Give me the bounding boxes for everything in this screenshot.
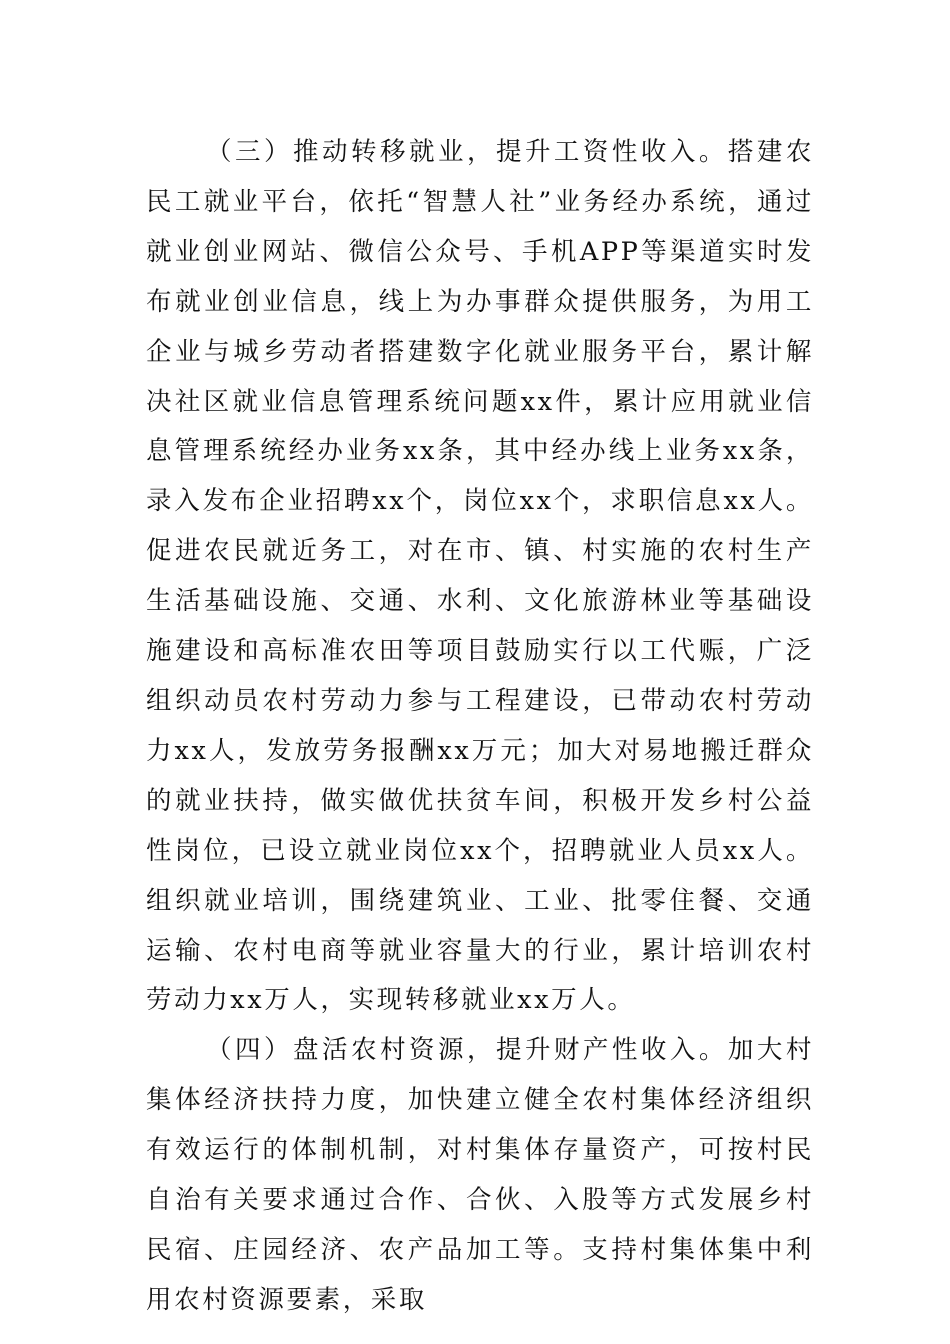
document-body (146, 128, 814, 1326)
paragraph-section-3: （三）推动转移就业，提升工资性收入。搭建农民工就业平台，依托“智慧人社”业务经办系统，通过就业创业网站、微信公众号、手机APP等渠道实时发布就业创业信息，线上为办事群众提供服务，为用工企业与城乡劳动者搭建数字化就业服务平台，累计解决社区就业信息管理系统问题xx件，累计应用就业信息管理系统经办业务xx条，其中经办线上业务xx条，录入发布企业招聘xx个，岗位xx个，求职信息xx人。促进农民就近务工，对在市、镇、村实施的农村生产生活基础设施、交通、水利、文化旅游林业等基础设施建设和高标准农田等项目鼓励实行以工代赈，广泛组织动员农村劳动力参与工程建设，已带动农村劳动力xx人，发放劳务报酬xx万元；加大对易地搬迁群众的就业扶持，做实做优扶贫车间，积极开发乡村公益性岗位，已设立就业岗位xx个，招聘就业人员xx人。组织就业培训，围绕建筑业、工业、批零住餐、交通运输、农村电商等就业容量大的行业，累计培训农村劳动力xx万人，实现转移就业xx万人。 (146, 137, 814, 1016)
paragraph-section-4: （四）盘活农村资源，提升财产性收入。加大村集体经济扶持力度，加快建立健全农村集体经济组织有效运行的体制机制，对村集体存量资产，可按村民自治有关要求通过合作、合伙、入股等方式发展乡村民宿、庄园经济、农产品加工等。支持村集体集中利用农村资源要素，采取 (146, 1035, 814, 1315)
